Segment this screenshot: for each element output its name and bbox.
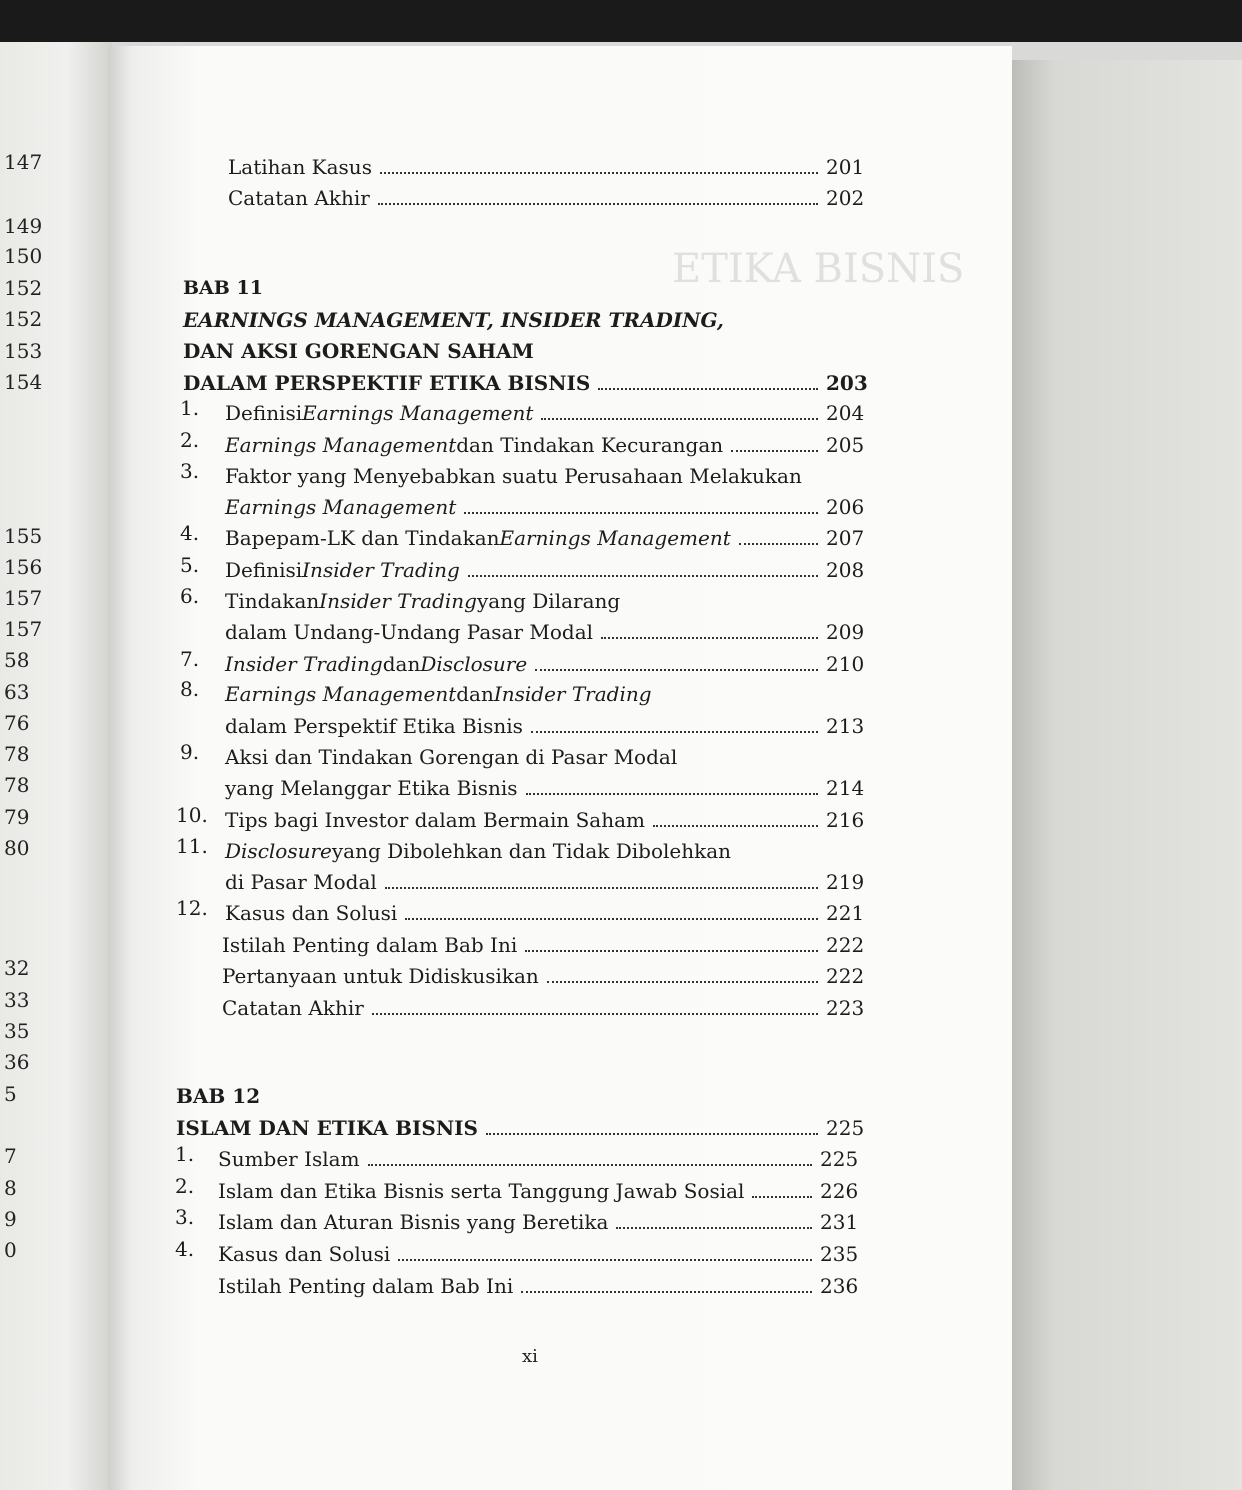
left-page-number: 79 [4,805,30,829]
page-number: 209 [826,620,865,644]
chapter-title-entry[interactable] [183,366,868,396]
entry-text: Insider Trading [493,682,652,706]
item-number: 4. [180,521,200,545]
page-number: 222 [826,964,865,988]
left-page-number: 150 [4,244,43,268]
leader-dots [531,731,818,733]
left-page-number: 36 [4,1050,30,1074]
chapter-heading: BAB 12 [176,1084,261,1108]
left-page-number: 5 [4,1082,17,1106]
page-number: 214 [826,776,865,800]
entry-label: dalam Perspektif Etika Bisnis [225,714,523,738]
left-page-number: 76 [4,711,30,735]
leader-dots [739,543,818,545]
toc-entry[interactable] [225,396,865,426]
toc-entry[interactable] [225,803,865,833]
entry-label: Disclosure [420,652,528,676]
leader-dots [541,418,818,420]
entry-label: Definisi [225,401,303,425]
page-number: 225 [820,1147,859,1171]
toc-entry[interactable] [218,1269,859,1299]
entry-label: Sumber Islam [218,1147,360,1171]
left-page-number: 152 [4,307,43,331]
leader-dots [372,1013,818,1015]
toc-entry[interactable] [222,928,865,958]
entry-label: Tips bagi Investor dalam Bermain Saham [225,808,645,832]
toc-entry[interactable] [225,771,865,801]
item-number: 3. [180,459,200,483]
entry-label: dalam Undang-Undang Pasar Modal [225,620,594,644]
leader-dots [486,1133,818,1135]
item-number: 2. [180,428,200,452]
page-number: 204 [826,401,865,425]
toc-entry[interactable] [225,647,865,677]
entry-text: Aksi dan Tindakan Gorengan di Pasar Modal [225,745,678,769]
page-number: 208 [826,558,865,582]
leader-dots [398,1259,812,1261]
page-number: 226 [820,1179,859,1203]
toc-entry[interactable] [218,1142,859,1172]
leader-dots [525,950,818,952]
toc-entry[interactable] [225,521,865,551]
entry-label: Earnings Management [499,526,731,550]
entry-label: Istilah Penting dalam Bab Ini [222,933,518,957]
page-number: 207 [826,526,865,550]
entry-label: dan Tindakan Kecurangan [456,433,724,457]
entry-text: yang Dilarang [477,589,621,613]
left-page-number: 9 [4,1207,17,1231]
toc-entry[interactable] [228,150,865,180]
entry-label: Earnings Management [225,433,457,457]
entry-text: yang Dibolehkan dan Tidak Dibolehkan [331,839,732,863]
left-page-number: 147 [4,150,43,174]
entry-text: Disclosure [225,839,332,863]
toc-entry[interactable] [225,896,865,926]
entry-label: Bapepam-LK dan Tindakan [225,526,500,550]
chapter-title: EARNINGS MANAGEMENT, INSIDER TRADING, [183,308,724,332]
entry-label: Insider Trading [302,558,460,582]
left-page-number: 8 [4,1176,17,1200]
entry-label: Catatan Akhir [222,996,364,1020]
leader-dots [547,981,818,983]
leader-dots [653,825,818,827]
page-number: 236 [820,1274,859,1298]
leader-dots [368,1164,812,1166]
page-number: 219 [826,870,865,894]
chapter-title: ISLAM DAN ETIKA BISNIS [176,1116,478,1140]
entry-label: di Pasar Modal [225,870,377,894]
page-number-footer: xi [522,1346,538,1367]
left-page-number: 149 [4,214,43,238]
entry-label: Catatan Akhir [228,186,370,210]
entry-text: dan [456,682,494,706]
toc-entry[interactable] [225,428,865,458]
item-number: 12. [176,896,208,920]
left-page-number: 33 [4,988,30,1012]
page-number: 235 [820,1242,859,1266]
toc-entry[interactable] [218,1237,859,1267]
page-number: 202 [826,186,865,210]
chapter-heading: BAB 11 [183,277,263,299]
left-page-number: 157 [4,617,43,641]
page-number: 223 [826,996,865,1020]
toc-entry[interactable] [225,553,865,583]
page-number: 210 [826,652,865,676]
chapter-title-entry[interactable] [176,1111,865,1141]
item-number: 8. [180,677,200,701]
entry-first-line [225,834,731,864]
entry-label: Earnings Management [302,401,534,425]
entry-first-line [225,584,620,614]
item-number: 9. [180,740,200,764]
leader-dots [535,669,818,671]
item-number: 10. [176,803,208,827]
page-number: 216 [826,808,865,832]
entry-label: Pertanyaan untuk Didiskusikan [222,964,539,988]
page-number: 206 [826,495,865,519]
chapter-title: DALAM PERSPEKTIF ETIKA BISNIS [183,371,591,395]
leader-dots [468,575,818,577]
leader-dots [731,450,818,452]
left-page-number: 156 [4,555,43,579]
page-number: 201 [826,155,865,179]
toc-entry[interactable] [228,181,865,211]
entry-label: Istilah Penting dalam Bab Ini [218,1274,514,1298]
left-page-number: 154 [4,370,43,394]
entry-label: dan [382,652,421,676]
entry-text: Faktor yang Menyebabkan suatu Perusahaan Melakukan [225,464,802,488]
leader-dots [601,637,818,639]
left-page-number: 153 [4,339,43,363]
toc-entry[interactable] [218,1174,859,1204]
item-number: 6. [180,584,200,608]
toc-entry[interactable] [225,709,865,739]
item-number: 5. [180,553,200,577]
entry-label: Islam dan Etika Bisnis serta Tanggung Jawab Sosial [218,1179,745,1203]
entry-label: Kasus dan Solusi [225,901,398,925]
left-page-number: 7 [4,1144,17,1168]
entry-label: Latihan Kasus [228,155,372,179]
left-page-number: 32 [4,956,30,980]
item-number: 1. [175,1142,195,1166]
toc-entry[interactable] [225,490,865,520]
page-number: 222 [826,933,865,957]
leader-dots [464,512,818,514]
item-number: 7. [180,647,200,671]
item-number: 1. [180,396,200,420]
item-number: 11. [176,834,208,858]
toc-entry[interactable] [218,1205,859,1235]
left-page-number: 58 [4,648,30,672]
leader-dots [526,793,818,795]
toc-entry[interactable] [225,865,865,895]
entry-text: Tindakan [225,589,320,613]
toc-entry[interactable] [222,991,865,1021]
entry-label: Insider Trading [225,652,383,676]
chapter-title: DAN AKSI GORENGAN SAHAM [183,339,534,363]
page-number: 225 [826,1116,865,1140]
entry-label: Kasus dan Solusi [218,1242,391,1266]
leader-dots [385,887,818,889]
page-number: 231 [820,1210,859,1234]
entry-label: Islam dan Aturan Bisnis yang Beretika [218,1210,609,1234]
left-page-number: 78 [4,773,30,797]
leader-dots [405,918,818,920]
leader-dots [521,1291,812,1293]
item-number: 4. [175,1237,195,1261]
leader-dots [616,1227,812,1229]
left-page-number: 63 [4,680,30,704]
page-number: 205 [826,433,865,457]
item-number: 2. [175,1174,195,1198]
toc-entry[interactable] [222,959,865,989]
entry-label: yang Melanggar Etika Bisnis [225,776,518,800]
entry-first-line [225,740,677,770]
bleed-through-text: ETIKA BISNIS [672,246,965,292]
left-page-number: 78 [4,742,30,766]
leader-dots [378,203,818,205]
entry-label: Earnings Management [225,495,457,519]
toc-entry[interactable] [225,615,865,645]
leader-dots [752,1196,812,1198]
entry-label: Definisi [225,558,303,582]
page-number: 203 [826,371,868,395]
left-page-number: 157 [4,586,43,610]
item-number: 3. [175,1205,195,1229]
entry-first-line [225,677,652,707]
left-page-number: 155 [4,524,43,548]
leader-dots [380,172,818,174]
entry-text: Earnings Management [225,682,457,706]
left-page-number: 0 [4,1238,17,1262]
page-number: 213 [826,714,865,738]
left-page-number: 35 [4,1019,30,1043]
entry-first-line [225,459,802,489]
entry-text: Insider Trading [319,589,477,613]
page-number: 221 [826,901,865,925]
left-page-number: 152 [4,276,43,300]
leader-dots [598,388,818,390]
left-page-number: 80 [4,836,30,860]
